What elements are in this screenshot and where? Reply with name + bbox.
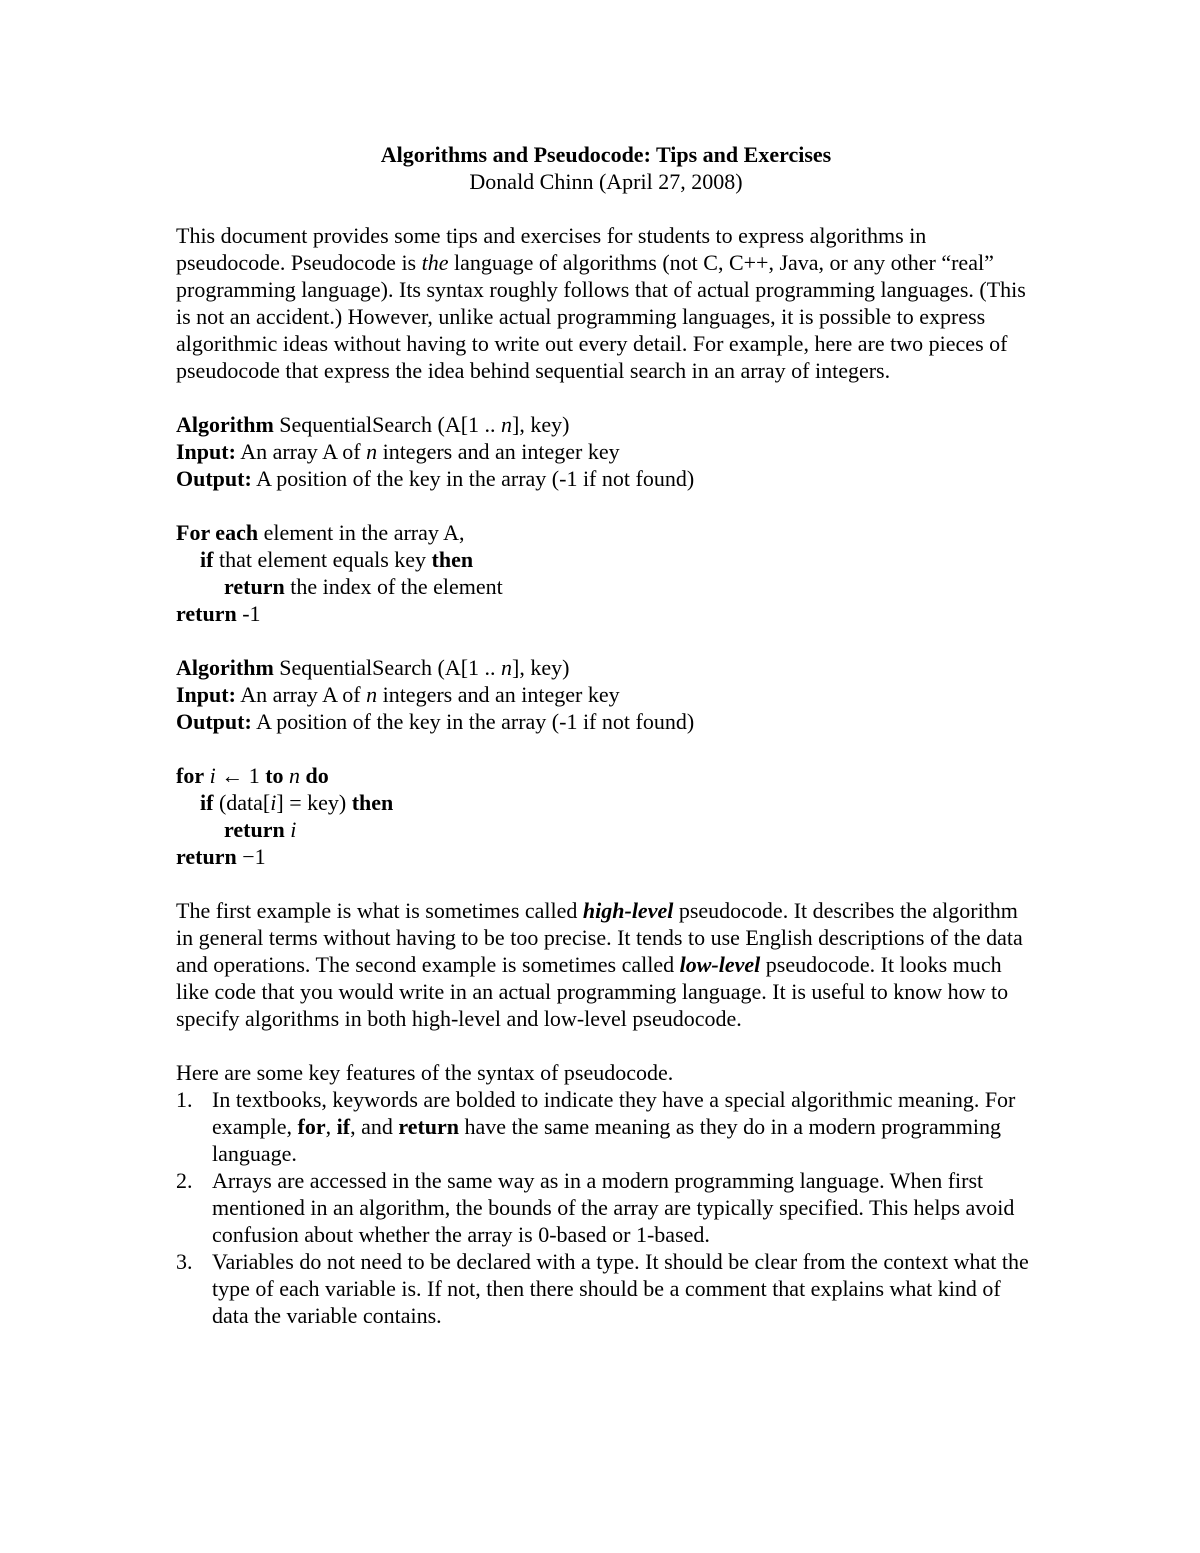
feature-keyword-return: return [398, 1114, 460, 1139]
algo1-signature [176, 411, 1036, 438]
list-item [176, 1248, 1036, 1329]
algo2-input-post: integers and an integer key [377, 682, 620, 707]
algorithm-high-level-header [176, 411, 1036, 492]
algo2-if-post: ] = key) [276, 790, 352, 815]
document-body [176, 141, 1036, 1329]
algo2-output-text: A position of the key in the array (-1 if not found) [251, 709, 695, 734]
list-item [176, 1167, 1036, 1248]
algo1-line-return-index [176, 573, 1036, 600]
algo2-input [176, 681, 1036, 708]
keyword-output: Output: [176, 466, 252, 491]
explanation-paragraph [176, 897, 1036, 1032]
algo2-input-var-n: n [366, 682, 378, 707]
list-item-number: 3. [176, 1249, 193, 1274]
algorithm-low-level-header [176, 654, 1036, 735]
keyword-algorithm-2: Algorithm [176, 655, 274, 680]
intro-emphasis: the [421, 250, 449, 275]
algo1-signature-post: ], key) [512, 412, 570, 437]
intro-text-1: This document provides some tips and exercises for students to express algorithms in pseudocode. Pseudocode is [176, 223, 927, 275]
algo1-return-final-value: -1 [236, 601, 261, 626]
algo1-line-return-final [176, 600, 1036, 627]
explain-text-1: The first example is what is sometimes called [176, 898, 583, 923]
keyword-input: Input: [176, 439, 236, 464]
list-item-number: 1. [176, 1087, 193, 1112]
keyword-return-final: return [176, 601, 237, 626]
keyword-return-final-2: return [176, 844, 237, 869]
feature-1-text-2: have the same meaning as they do in a modern programming language. [212, 1114, 1001, 1166]
algo2-loop-var-n: n [289, 763, 301, 788]
feature-2-text: Arrays are accessed in the same way as in a modern programming language. When first mentioned in an algorithm, the bounds of the array are typically specified. This helps avoid confusion about whether the array is 0-based or 1-based. [212, 1168, 1015, 1247]
term-low-level: low-level [679, 952, 761, 977]
keyword-for: for [176, 763, 205, 788]
algo1-signature-pre: SequentialSearch (A[1 .. [273, 412, 502, 437]
algo1-if-text: that element equals key [213, 547, 432, 572]
algo1-return-text: the index of the element [284, 574, 503, 599]
algo1-output-text: A position of the key in the array (-1 if not found) [251, 466, 695, 491]
feature-1-text-1: In textbooks, keywords are bolded to indicate they have a special algorithmic meaning. For example, [212, 1087, 1016, 1139]
algo1-line-foreach [176, 519, 1036, 546]
algo2-line-return-final [176, 843, 1036, 870]
algo1-input-post: integers and an integer key [377, 439, 620, 464]
algo2-if-pre: (data[ [213, 790, 271, 815]
intro-paragraph [176, 222, 1036, 384]
keyword-for-each: For each [176, 520, 259, 545]
explain-text-2: pseudocode. It describes the algorithm in general terms without having to be too precise. It tends to use English descriptions of the data and operations. The second example is sometimes called [176, 898, 1023, 977]
algo2-line-if [176, 789, 1036, 816]
keyword-return-2: return [224, 817, 285, 842]
keyword-if-2: if [200, 790, 214, 815]
algo1-line-if [176, 546, 1036, 573]
algo2-line-for [176, 762, 1036, 789]
algorithm-high-level-body [176, 519, 1036, 627]
algo1-input-var-n: n [366, 439, 378, 464]
algo1-var-n: n [501, 412, 513, 437]
term-high-level: high-level [582, 898, 674, 923]
algo2-line-return-i [176, 816, 1036, 843]
algo2-return-var-i: i [290, 817, 297, 842]
list-item-number: 2. [176, 1168, 193, 1193]
algo2-if-var-i: i [270, 790, 277, 815]
intro-text-2: language of algorithms (not C, C++, Java, or any other “real” programming language). Its syntax roughly follows that of actual programming languages. (This is not an accident.) However, unlike actual programming languages, it is possible to express algorithmic ideas without having to write out every detail. For example, here are two pieces of pseudocode that express the idea behind sequential search in an array of integers. [176, 250, 1026, 383]
list-item [176, 1086, 1036, 1167]
keyword-algorithm: Algorithm [176, 412, 274, 437]
document-title: Algorithms and Pseudocode: Tips and Exercises [380, 142, 832, 167]
algo2-assign: ← 1 [215, 763, 266, 788]
algo1-input-pre: An array A of [235, 439, 367, 464]
keyword-input-2: Input: [176, 682, 236, 707]
algo2-output [176, 708, 1036, 735]
algo1-output [176, 465, 1036, 492]
feature-1-sep-1: , [325, 1114, 337, 1139]
algo1-foreach-text: element in the array A, [258, 520, 465, 545]
algo2-return-final-value: −1 [236, 844, 266, 869]
keyword-output-2: Output: [176, 709, 252, 734]
feature-keyword-if: if [336, 1114, 351, 1139]
document-byline: Donald Chinn (April 27, 2008) [469, 169, 743, 194]
feature-keyword-for: for [297, 1114, 326, 1139]
algo2-signature [176, 654, 1036, 681]
keyword-if: if [200, 547, 214, 572]
features-intro: Here are some key features of the syntax of pseudocode. [176, 1060, 674, 1085]
algo2-signature-post: ], key) [512, 655, 570, 680]
keyword-return: return [224, 574, 285, 599]
keyword-to: to [265, 763, 284, 788]
algo2-input-pre: An array A of [235, 682, 367, 707]
features-list [176, 1086, 1036, 1329]
feature-3-text: Variables do not need to be declared with a type. It should be clear from the context what the type of each variable is. If not, then there should be a comment that explains what kind of data the variable contains. [212, 1249, 1029, 1328]
explain-text-3: pseudocode. It looks much like code that you would write in an actual programming language. It is useful to know how to specify algorithms in both high-level and low-level pseudocode. [176, 952, 1009, 1031]
algo2-signature-pre: SequentialSearch (A[1 .. [273, 655, 502, 680]
feature-1-sep-2: , and [350, 1114, 399, 1139]
algo2-var-i: i [209, 763, 216, 788]
algo2-var-n: n [501, 655, 513, 680]
keyword-do: do [305, 763, 329, 788]
keyword-then-2: then [351, 790, 394, 815]
keyword-then: then [431, 547, 474, 572]
algorithm-low-level-body [176, 762, 1036, 870]
algo1-input [176, 438, 1036, 465]
